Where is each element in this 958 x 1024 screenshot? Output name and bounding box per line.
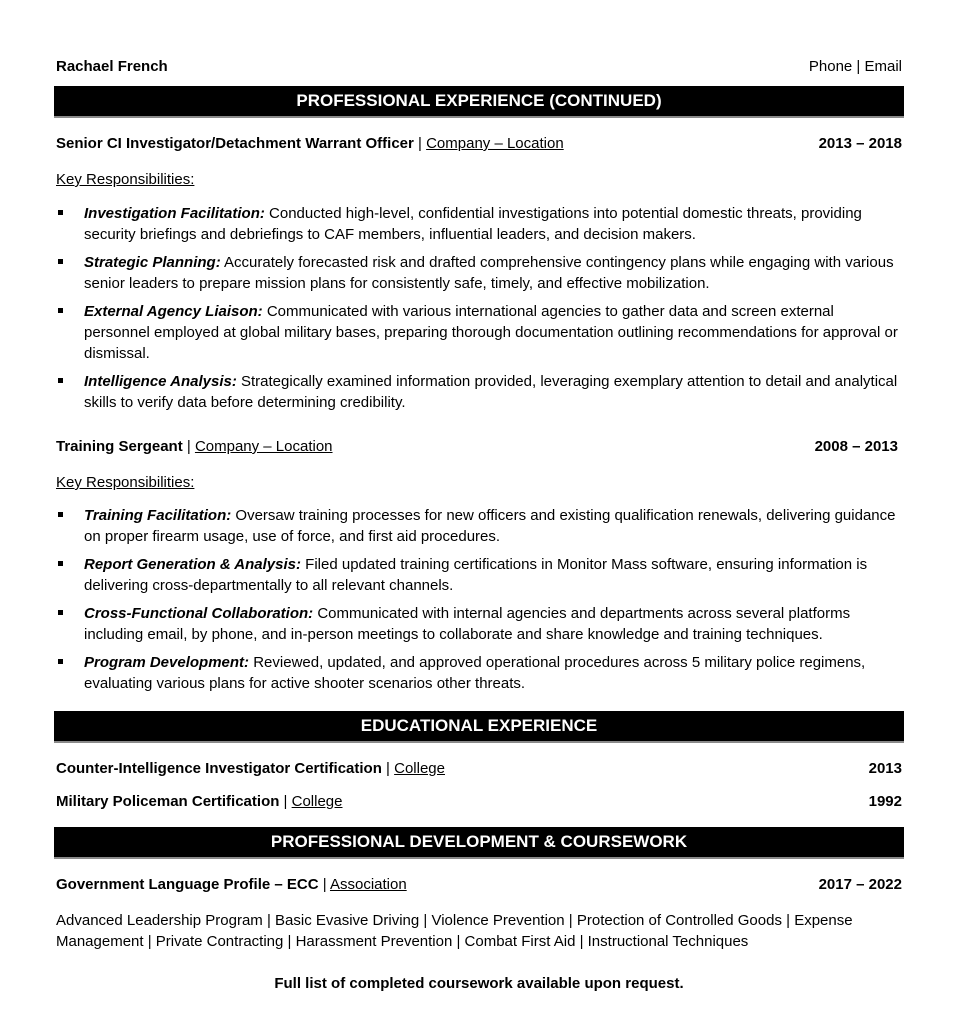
bullet-label: Strategic Planning: (84, 254, 221, 271)
bullet-text: Filed updated training certifications in Monitor Mass software, ensuring information is delivering cross-departmentally to all relevant channels. (84, 556, 868, 594)
bullet-label: Report Generation & Analysis: (84, 556, 301, 573)
responsibility-list (56, 203, 902, 420)
section-header-experience: PROFESSIONAL EXPERIENCE (CONTINUED) (54, 86, 904, 118)
job-title: Training Sergeant (56, 438, 183, 455)
bullet-text: Communicated with various international agencies to gather data and screen external personnel employed at global military bases, preparing thorough documentation outlining recommendations for approval or dismissal. (84, 303, 898, 362)
section-header-education: EDUCATIONAL EXPERIENCE (54, 711, 904, 743)
list-item (56, 505, 902, 547)
responsibility-list (56, 505, 902, 701)
development-entry (56, 875, 902, 895)
separator: | (381, 760, 395, 777)
list-item (56, 603, 902, 645)
bullet-label: Intelligence Analysis: (84, 373, 237, 390)
bullet-label: External Agency Liaison: (84, 303, 263, 320)
coursework-footnote: Full list of completed coursework available upon request. (274, 975, 684, 992)
education-entry (56, 792, 902, 812)
list-item (56, 652, 902, 694)
key-responsibilities-label: Key Responsibilities: (56, 171, 195, 188)
list-item (56, 371, 902, 413)
bullet-square-icon (58, 308, 63, 313)
candidate-name: Rachael French (56, 58, 168, 75)
job-dates: 2013 – 2018 (818, 135, 902, 152)
bullet-square-icon (58, 659, 63, 664)
contact-info: Phone | Email (808, 58, 902, 75)
key-responsibilities-label: Key Responsibilities: (56, 474, 195, 491)
separator: | (413, 135, 427, 152)
certification-title: Counter-Intelligence Investigator Certification (56, 760, 382, 777)
education-entry (56, 759, 902, 779)
school-name: College (291, 793, 343, 810)
bullet-label: Investigation Facilitation: (84, 205, 265, 222)
bullet-text: Oversaw training processes for new officers and existing qualification renewals, delivering guidance on proper firearm usage, use of force, and first aid procedures. (84, 507, 896, 545)
list-item (56, 554, 902, 596)
development-dates: 2017 – 2022 (818, 876, 902, 893)
organization-name: Association (329, 876, 407, 893)
list-item (56, 252, 902, 294)
company-location: Company – Location (194, 438, 333, 455)
list-item (56, 203, 902, 245)
job-title: Senior CI Investigator/Detachment Warrant Officer (56, 135, 414, 152)
bullet-text: Accurately forecasted risk and drafted comprehensive contingency plans while engaging with various senior leaders to prepare mission plans for consistently safe, timely, and effective mobilization. (84, 254, 894, 292)
resume-header (56, 57, 902, 77)
job-heading (56, 134, 902, 154)
section-header-development: PROFESSIONAL DEVELOPMENT & COURSEWORK (54, 827, 904, 859)
company-location: Company – Location (426, 135, 564, 152)
list-item (56, 301, 902, 364)
development-title: Government Language Profile – ECC (56, 876, 319, 893)
job-dates: 2008 – 2013 (814, 438, 898, 455)
bullet-text: Strategically examined information provided, leveraging exemplary attention to detail and analytical skills to verify data before determining credibility. (84, 373, 898, 411)
bullet-text: Reviewed, updated, and approved operational procedures across 5 military police regimens, evaluating various plans for active shooter scenarios other threats. (84, 654, 866, 692)
bullet-label: Training Facilitation: (84, 507, 232, 524)
bullet-label: Cross-Functional Collaboration: (84, 605, 314, 622)
certification-title: Military Policeman Certification (56, 793, 280, 810)
education-year: 2013 (868, 760, 902, 777)
bullet-square-icon (58, 610, 63, 615)
coursework-list: Advanced Leadership Program | Basic Evasive Driving | Violence Prevention | Protection of Controlled Goods | Expense Management | Private Contracting | Harassment Prevention | Combat First Aid | Instructional Techniques (56, 912, 853, 950)
job-heading (56, 437, 898, 457)
education-year: 1992 (868, 793, 902, 810)
separator: | (182, 438, 195, 455)
bullet-square-icon (58, 512, 63, 517)
bullet-square-icon (58, 210, 63, 215)
bullet-square-icon (58, 378, 63, 383)
separator: | (279, 793, 292, 810)
school-name: College (394, 760, 445, 777)
separator: | (318, 876, 330, 893)
bullet-square-icon (58, 259, 63, 264)
bullet-text: Conducted high-level, confidential investigations into potential domestic threats, providing security briefings and debriefings to CAF members, influential leaders, and decision makers. (84, 205, 862, 243)
bullet-text: Communicated with internal agencies and departments across several platforms including email, by phone, and in-person meetings to collaborate and share knowledge and training techniques. (84, 605, 851, 643)
bullet-square-icon (58, 561, 63, 566)
bullet-label: Program Development: (84, 654, 250, 671)
